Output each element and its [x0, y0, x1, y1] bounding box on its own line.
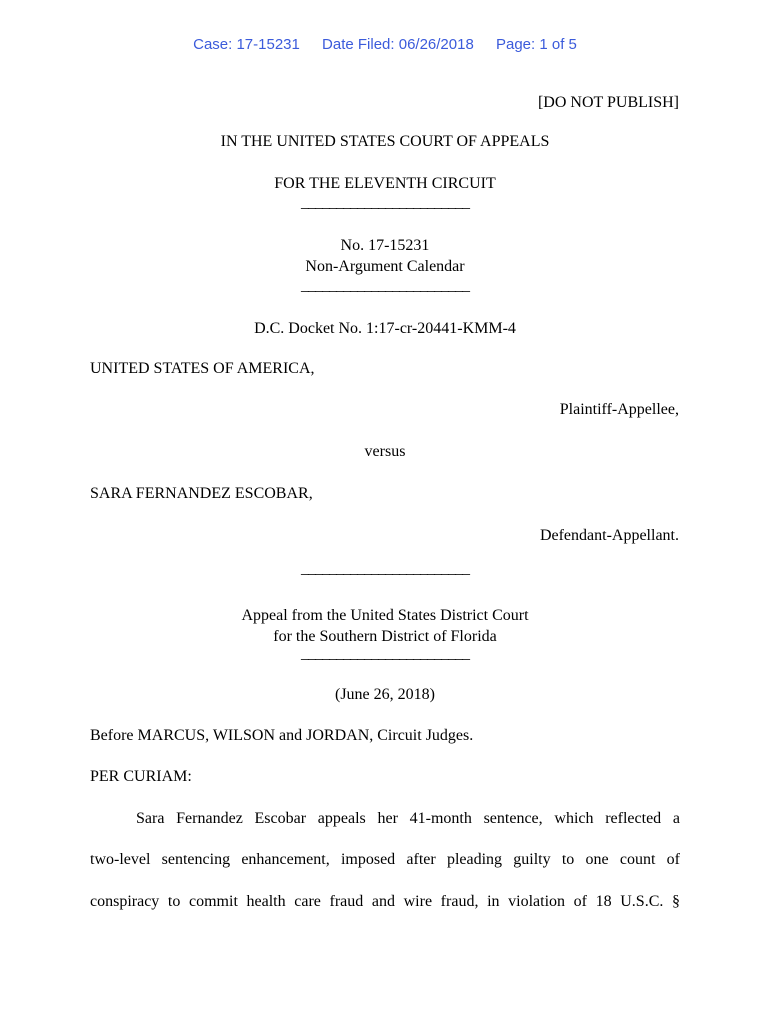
circuit-name: FOR THE ELEVENTH CIRCUIT	[274, 175, 496, 192]
calendar-type: Non-Argument Calendar	[305, 258, 465, 275]
decision-date: (June 26, 2018)	[335, 686, 435, 703]
publish-flag: [DO NOT PUBLISH]	[537, 94, 679, 111]
appeal-origin-line-1: Appeal from the United States District Court	[241, 607, 529, 624]
separator-rule-1: ________________________	[301, 194, 469, 211]
defendant-role: Defendant-Appellant.	[539, 527, 679, 544]
page-number-stamp: Page: 1 of 5	[495, 36, 577, 53]
defendant-name: SARA FERNANDEZ ESCOBAR,	[90, 485, 313, 502]
appeal-origin-line-2: for the Southern District of Florida	[273, 628, 497, 645]
separator-rule-4: ________________________	[301, 645, 469, 662]
versus-label: versus	[364, 443, 406, 460]
docket-number: D.C. Docket No. 1:17-cr-20441-KMM-4	[254, 320, 516, 337]
opinion-body-line-1: Sara Fernandez Escobar appeals her 41-month sentence, which reflected a	[136, 810, 680, 827]
plaintiff-role: Plaintiff-Appellee,	[559, 401, 679, 418]
panel-judges: Before MARCUS, WILSON and JORDAN, Circuit Judges.	[90, 727, 474, 744]
per-curiam-heading: PER CURIAM:	[90, 768, 192, 785]
opinion-body-line-3: conspiracy to commit health care fraud and wire fraud, in violation of 18 U.S.C. §	[90, 893, 680, 910]
case-number: No. 17-15231	[340, 237, 430, 254]
separator-rule-2: ________________________	[301, 277, 469, 294]
opinion-body-line-2: two-level sentencing enhancement, imposed after pleading guilty to one count of	[90, 851, 680, 868]
court-name: IN THE UNITED STATES COURT OF APPEALS	[220, 133, 550, 150]
date-filed-stamp: Date Filed: 06/26/2018	[322, 36, 474, 53]
case-number-stamp: Case: 17-15231	[193, 36, 300, 53]
plaintiff-name: UNITED STATES OF AMERICA,	[90, 360, 315, 377]
case-header-stamp	[0, 36, 770, 53]
separator-rule-3: ________________________	[301, 560, 469, 577]
